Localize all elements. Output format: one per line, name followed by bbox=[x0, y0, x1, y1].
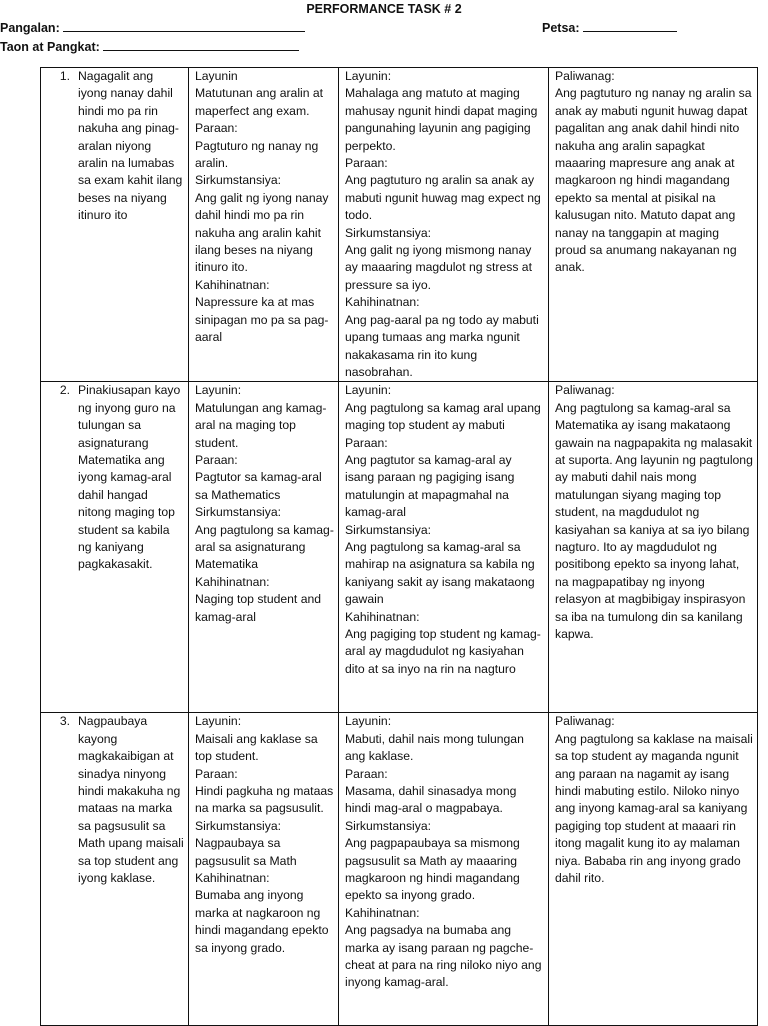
paraan-text: Ang pagtuturo ng aralin sa anak ay mabuti ngunit huwag mag expect ng todo. bbox=[345, 173, 541, 223]
item-number: 2. bbox=[59, 383, 70, 398]
kahihinatnan-text: Ang pagsadya na bumaba ang marka ay isang paraan ng pagche-cheat at para na ring niloko niyo ang inyong kamag-aral. bbox=[345, 923, 542, 990]
paraan-label: Paraan: bbox=[195, 452, 238, 467]
situation-text: Nagagalit ang iyong nanay dahil hindi mo pa rin nakuha ang pinag-aralan niyong aralin na lumabas sa exam kahit ilang beses na niyang itinuro ito bbox=[78, 69, 183, 223]
grade-section-blank-line[interactable] bbox=[103, 40, 299, 51]
sirkumstansiya-label: Sirkumstansiya: bbox=[345, 818, 432, 833]
paliwanag-label: Paliwanag: bbox=[555, 383, 615, 398]
initial-analysis-cell bbox=[189, 713, 339, 1026]
sirkumstansiya-text: Ang pagtulong sa kamag-aral sa mahirap na asignatura sa kabila ng kaniyang sakit ay isang makataong gawain bbox=[345, 539, 535, 607]
kahihinatnan-label: Kahihinatnan: bbox=[195, 574, 270, 589]
layunin-text: Mabuti, dahil nais mong tulungan ang kaklase. bbox=[345, 731, 524, 764]
sirkumstansiya-text: Nagpaubaya sa pagsusulit sa Math bbox=[195, 836, 297, 868]
kahihinatnan-text: Napressure ka at mas sinipagan mo pa sa pag-aaral bbox=[195, 295, 329, 345]
item-number: 1. bbox=[59, 69, 70, 83]
situation-cell bbox=[41, 382, 189, 713]
layunin-label: Layunin: bbox=[195, 714, 242, 729]
layunin-label: Layunin: bbox=[345, 69, 392, 83]
paraan-text: Pagtuturo ng nanay ng aralin. bbox=[195, 138, 319, 171]
paraan-label: Paraan: bbox=[345, 766, 388, 781]
initial-analysis-cell bbox=[189, 68, 339, 382]
task-table bbox=[40, 67, 758, 1026]
evaluation-cell bbox=[339, 382, 549, 713]
sirkumstansiya-text: Ang pagpapaubaya sa mismong pagsusulit sa Math ay maaaring magkaroon ng hindi magandang epekto sa inyong grado. bbox=[345, 836, 520, 903]
layunin-label: Layunin: bbox=[345, 383, 392, 398]
layunin-text: Matulungan ang kamag-aral na maging top student. bbox=[195, 400, 327, 450]
kahihinatnan-label: Kahihinatnan: bbox=[195, 277, 270, 292]
sirkumstansiya-text: Ang pagtulong sa kamag-aral sa asignaturang Matematika bbox=[195, 522, 334, 572]
paraan-text: Masama, dahil sinasadya mong hindi mag-aral o magpabaya. bbox=[345, 783, 517, 816]
grade-section-field[interactable] bbox=[0, 40, 299, 54]
explanation-cell bbox=[549, 68, 758, 382]
paliwanag-label: Paliwanag: bbox=[555, 69, 615, 83]
kahihinatnan-text: Bumaba ang inyong marka at nagkaroon ng hindi magandang epekto sa inyong grado. bbox=[195, 888, 329, 955]
paliwanag-text: Ang pagtulong sa kamag-aral sa Matematika ay isang makataong gawain na nagpapakita ng malasakit at suporta. Ang layunin ng pagtulong ay mabuti dahil nais mong matulungan siyang maging top student, na magdudulot ng kasiyahan sa kaniya at sa iyo bilang nagturo. Ito ay magdudulot ng positibong epekto sa inyong lahat, na magpapatibay ng inyong relasyon at magbibigay inspirasyon sa iba na tumulong din sa kanilang kapwa. bbox=[555, 400, 753, 641]
explanation-cell bbox=[549, 382, 758, 713]
sirkumstansiya-label: Sirkumstansiya: bbox=[345, 225, 432, 240]
item-number: 3. bbox=[59, 714, 70, 729]
paliwanag-label: Paliwanag: bbox=[555, 714, 615, 729]
evaluation-cell bbox=[339, 713, 549, 1026]
date-field[interactable] bbox=[542, 21, 677, 35]
page-title: PERFORMANCE TASK # 2 bbox=[306, 2, 462, 16]
layunin-label: Layunin: bbox=[345, 714, 392, 729]
layunin-text: Maisali ang kaklase sa top student. bbox=[195, 731, 318, 764]
situation-cell bbox=[41, 68, 189, 382]
situation-cell bbox=[41, 713, 189, 1026]
layunin-label: Layunin bbox=[195, 69, 238, 83]
layunin-text: Matutunan ang aralin at maperfect ang exam. bbox=[195, 86, 324, 118]
table-row bbox=[41, 713, 758, 1026]
paraan-text: Ang pagtutor sa kamag-aral ay isang paraan ng pagiging isang matulungin at mapagmahal na kamag-aral bbox=[345, 452, 515, 520]
kahihinatnan-label: Kahihinatnan: bbox=[345, 905, 420, 920]
paraan-text: Pagtutor sa kamag-aral sa Mathematics bbox=[195, 470, 322, 502]
kahihinatnan-label: Kahihinatnan: bbox=[345, 295, 420, 310]
date-label: Petsa: bbox=[542, 21, 580, 35]
situation-text: Pinakiusapan kayo ng inyong guro na tulungan sa asignaturang Matematika ang iyong kamag-aral dahil hangad nitong maging top student sa kabila ng kaniyang pagkakasakit. bbox=[78, 383, 181, 572]
paliwanag-text: Ang pagtuturo ng nanay ng aralin sa anak ay mabuti ngunit huwag dapat pagalitan ang anak dahil hindi nito nakuha ang aralin sapagkat maaaring mapresure ang anak at magkaroon ng hindi magandang epekto sa mental at pisikal na kalusugan nito. Matuto dapat ang nanay na tanggapin at maging proud sa anumang nakayanan ng anak. bbox=[555, 86, 752, 275]
sirkumstansiya-label: Sirkumstansiya: bbox=[345, 522, 432, 537]
kahihinatnan-text: Naging top student and kamag-aral bbox=[195, 592, 322, 624]
paraan-text: Hindi pagkuha ng mataas na marka sa pagsusulit. bbox=[195, 783, 334, 816]
layunin-label: Layunin: bbox=[195, 383, 242, 398]
sirkumstansiya-label: Sirkumstansiya: bbox=[195, 173, 282, 188]
paliwanag-text: Ang pagtulong sa kaklase na maisali sa top student ay maganda ngunit ang paraan na nagamit ay isang hindi mabuting estilo. Niloko ninyo ang inyong kamag-aral sa kaniyang pagiging top student at maaari rin itong magalit kung ito ay malaman niya. Bababa rin ang inyong grado dahil rito. bbox=[555, 731, 753, 885]
layunin-text: Mahalaga ang matuto at maging mahusay ngunit hindi dapat maging pangunahing layunin ang pagiging perpekto. bbox=[345, 86, 538, 153]
sirkumstansiya-label: Sirkumstansiya: bbox=[195, 818, 282, 833]
sirkumstansiya-text: Ang galit ng iyong nanay dahil hindi mo pa rin nakuha ang aralin kahit ilang beses na niyang itinuro ito. bbox=[195, 190, 329, 275]
paraan-label: Paraan: bbox=[195, 766, 238, 781]
paraan-label: Paraan: bbox=[345, 156, 388, 171]
kahihinatnan-text: Ang pagiging top student ng kamag-aral ay magdudulot ng kasiyahan dito at sa inyo na rin na nagturo bbox=[345, 627, 541, 676]
layunin-text: Ang pagtulong sa kamag aral upang maging top student ay mabuti bbox=[345, 400, 541, 433]
name-field[interactable] bbox=[0, 21, 305, 35]
paraan-label: Paraan: bbox=[195, 121, 238, 136]
sirkumstansiya-text: Ang galit ng iyong mismong nanay ay maaaring magdulot ng stress at pressure sa iyo. bbox=[345, 243, 532, 292]
explanation-cell bbox=[549, 713, 758, 1026]
evaluation-cell bbox=[339, 68, 549, 382]
kahihinatnan-text: Ang pag-aaral pa ng todo ay mabuti upang tumaas ang marka ngunit nakakasama rin ito kung nasobrahan. bbox=[345, 312, 539, 379]
table-row bbox=[41, 382, 758, 713]
kahihinatnan-label: Kahihinatnan: bbox=[345, 609, 420, 624]
paraan-label: Paraan: bbox=[345, 435, 388, 450]
situation-text: Nagpaubaya kayong magkakaibigan at sinadya ninyong hindi makakuha ng mataas na marka sa pagsusulit sa Math upang maisali sa top student ang iyong kaklase. bbox=[78, 714, 184, 885]
table-row bbox=[41, 68, 758, 382]
name-blank-line[interactable] bbox=[63, 21, 305, 32]
kahihinatnan-label: Kahihinatnan: bbox=[195, 870, 270, 885]
initial-analysis-cell bbox=[189, 382, 339, 713]
grade-section-label: Taon at Pangkat: bbox=[0, 40, 100, 54]
sirkumstansiya-label: Sirkumstansiya: bbox=[195, 505, 282, 520]
date-blank-line[interactable] bbox=[583, 21, 677, 32]
name-label: Pangalan: bbox=[0, 21, 60, 35]
